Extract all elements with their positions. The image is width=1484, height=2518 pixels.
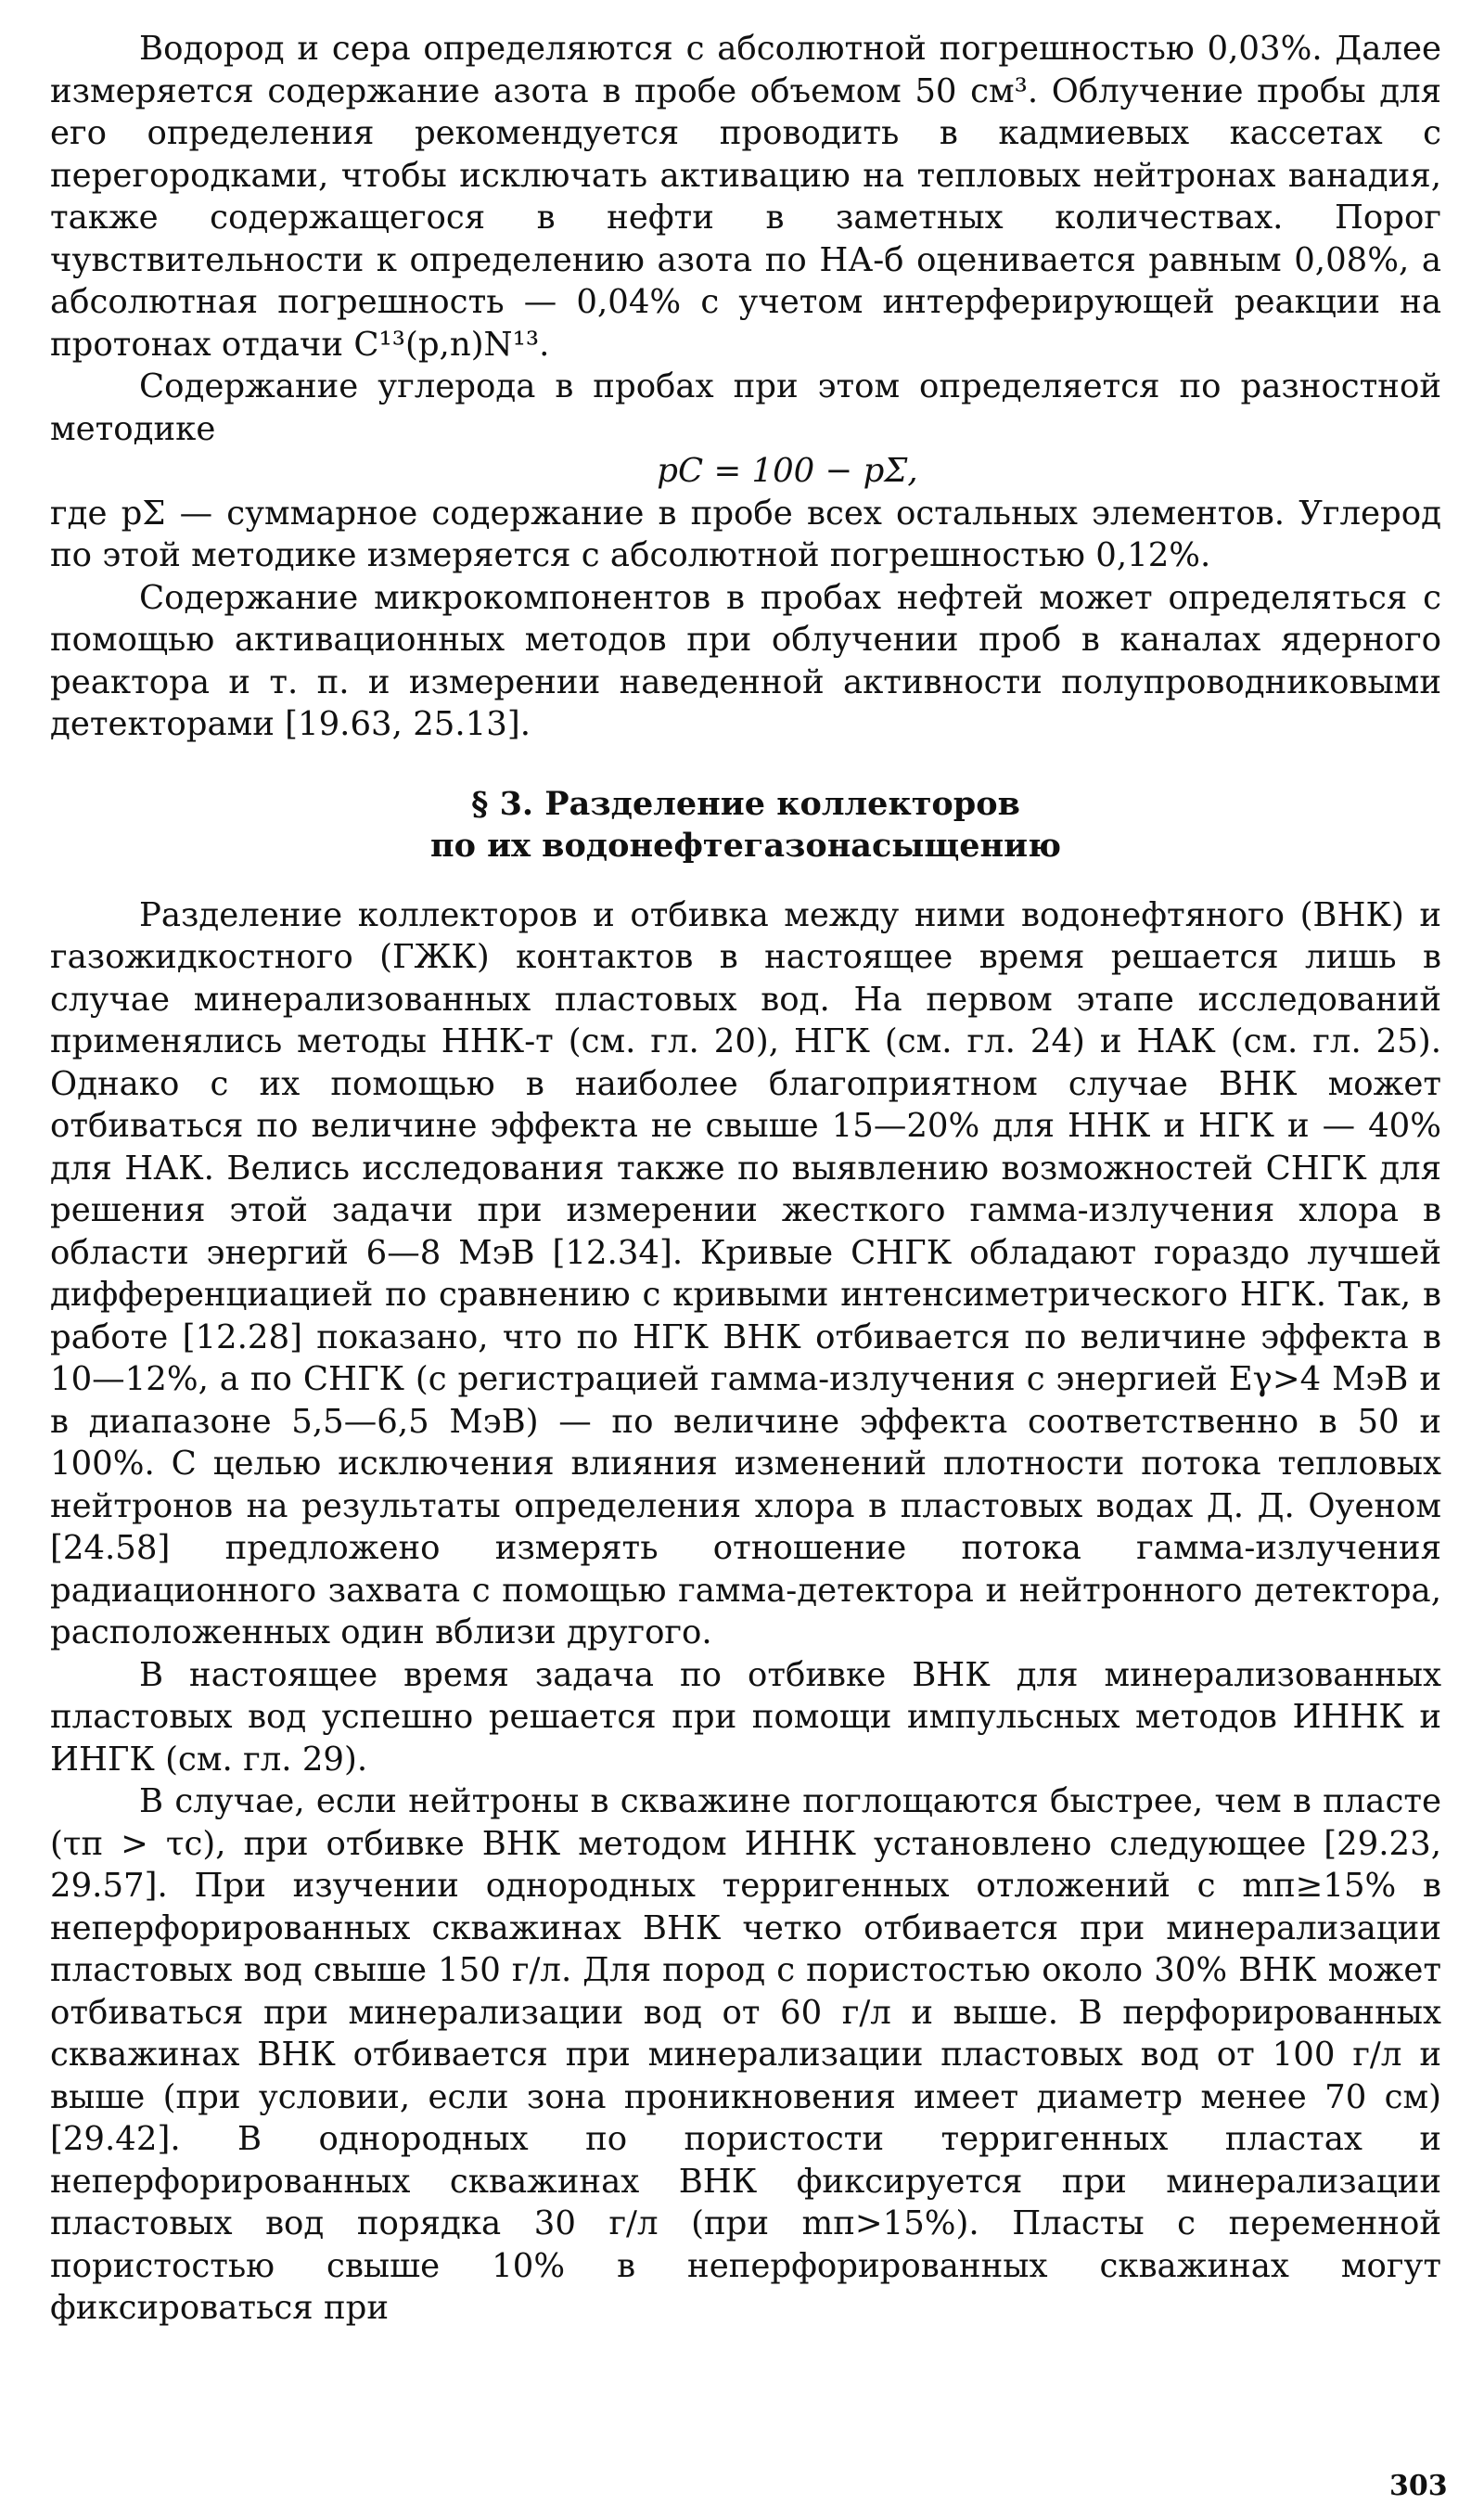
- paragraph-6: В настоящее время задача по отбивке ВНК для минерализованных пластовых вод успешно решается при помощи импульсных методов ИННК и ИНГК (см. гл. 29).: [50, 1655, 1441, 1779]
- page-number: 303: [1389, 2470, 1448, 2502]
- paragraph-1: Водород и сера определяются с абсолютной погрешностью 0,03%. Далее измеряется содержание азота в пробе объемом 50 см³. Облучение пробы для его определения рекомендуется проводить в кадмиевых кассетах с перегородками, чтобы исключать активацию на тепловых нейтронах ванадия, также содержащегося в нефти в заметных количествах. Порог чувствительности к определению азота по НА-б оценивается равным 0,08%, а абсолютная погрешность — 0,04% с учетом интерферирующей реакции на протонах отдачи C¹³(p,n)N¹³.: [50, 30, 1441, 364]
- paragraph-3: где pΣ — суммарное содержание в пробе всех остальных элементов. Углерод по этой методике измеряется с абсолютной погрешностью 0,12%.: [50, 494, 1441, 574]
- formula-carbon: pC = 100 − pΣ,: [657, 452, 918, 490]
- section-heading: [50, 783, 1441, 867]
- paragraph-7: В случае, если нейтроны в скважине поглощаются быстрее, чем в пласте (τп > τс), при отбивке ВНК методом ИННК установлено следующее [29.23, 29.57]. При изучении однородных терригенных отложений с mп≥15% в неперфорированных скважинах ВНК четко отбивается при минерализации пластовых вод свыше 150 г/л. Для пород с пористостью около 30% ВНК может отбиваться при минерализации вод от 60 г/л и выше. В перфорированных скважинах ВНК отбивается при минерализации пластовых вод от 100 г/л и выше (при условии, если зона проникновения имеет диаметр менее 70 см) [29.42]. В однородных по пористости терригенных пластах и неперфорированных скважинах ВНК фиксируется при минерализации пластовых вод порядка 30 г/л (при mп>15%). Пласты с переменной пористостью свыше 10% в неперфорированных скважинах могут фиксироваться при: [50, 1782, 1441, 2327]
- paragraph-4: Содержание микрокомпонентов в пробах нефтей может определяться с помощью активационных методов при облучении проб в каналах ядерного реактора и т. п. и измерении наведенной активности полупроводниковыми детекторами [19.63, 25.13].: [50, 578, 1441, 743]
- paragraph-5: Разделение коллекторов и отбивка между ними водонефтяного (ВНК) и газожидкостного (ГЖК) контактов в настоящее время решается лишь в случае минерализованных пластовых вод. На первом этапе исследований применялись методы ННК-т (см. гл. 20), НГК (см. гл. 24) и НАК (см. гл. 25). Однако с их помощью в наиболее благоприятном случае ВНК может отбиваться по величине эффекта не свыше 15—20% для ННК и НГК и — 40% для НАК. Велись исследования также по выявлению возможностей СНГК для решения этой задачи при измерении жесткого гамма-излучения хлора в области энергий 6—8 МэВ [12.34]. Кривые СНГК обладают гораздо лучшей дифференциацией по сравнению с кривыми интенсиметрического НГК. Так, в работе [12.28] показано, что по НГК ВНК отбивается по величине эффекта в 10—12%, а по СНГК (с регистрацией гамма-излучения с энергией Eγ>4 МэВ и в диапазоне 5,5—6,5 МэВ) — по величине эффекта соответственно в 50 и 100%. С целью исключения влияния изменений плотности потока тепловых нейтронов на результаты определения хлора в пластовых водах Д. Д. Оуеном [24.58] предложено измерять отношение потока гамма-излучения радиационного захвата с помощью гамма-детектора и нейтронного детектора, расположенных один вблизи другого.: [50, 895, 1441, 1651]
- paragraph-2: Содержание углерода в пробах при этом определяется по разностной методике: [50, 367, 1441, 448]
- section-heading-line-2: по их водонефтегазонасыщению: [429, 826, 1061, 865]
- page-body: [50, 28, 1441, 2330]
- section-heading-line-1: § 3. Разделение коллекторов: [471, 784, 1020, 823]
